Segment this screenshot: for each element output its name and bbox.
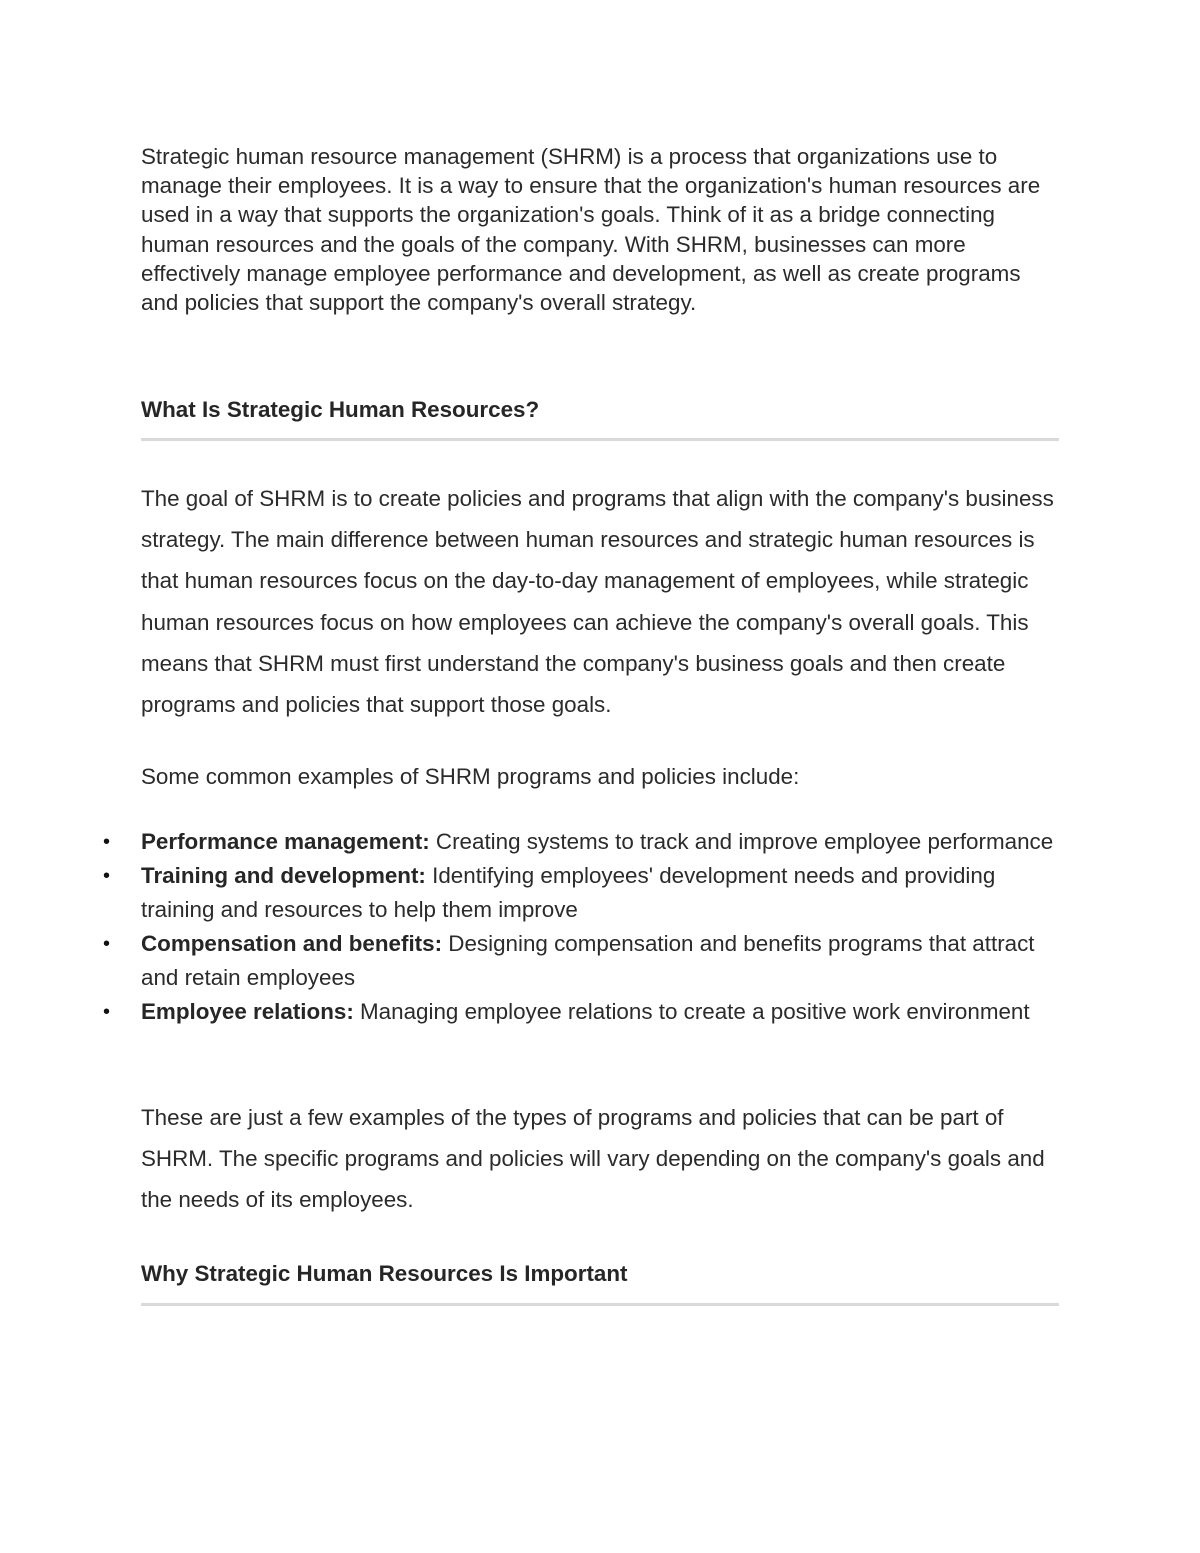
list-item — [103, 995, 1061, 1029]
examples-lead-paragraph: Some common examples of SHRM programs and policies include: — [141, 764, 800, 789]
goal-paragraph: The goal of SHRM is to create policies and programs that align with the company's business strategy. The main difference between human resources and strategic human resources is that human resources focus on the day-to-day management of employees, while strategic human resources focus on how employees can achieve the company's overall goals. This means that SHRM must first understand the company's business goals and then create programs and policies that support those goals. — [141, 486, 1054, 718]
list-item — [103, 825, 1061, 859]
list-item-description: Creating systems to track and improve employee performance — [435, 829, 1054, 854]
bullet-icon: • — [103, 865, 111, 887]
list-item-term: Training and development: — [141, 863, 426, 888]
bullet-icon: • — [103, 933, 111, 955]
list-item-description: Designing compensation and benefits programs that attract and retain employees — [141, 931, 1035, 990]
examples-list — [103, 825, 1061, 1029]
section-heading-what-is-shr: What Is Strategic Human Resources? — [141, 397, 540, 422]
list-item — [103, 859, 1061, 927]
closing-paragraph: These are just a few examples of the types of programs and policies that can be part of SHRM. The specific programs and policies will vary depending on the company's goals and the needs of its employees. — [141, 1105, 1045, 1213]
section-divider — [141, 1303, 1059, 1306]
list-item-description: Identifying employees' development needs and providing training and resources to help them improve — [141, 863, 996, 922]
section-heading-why-important: Why Strategic Human Resources Is Important — [141, 1261, 628, 1286]
intro-paragraph: Strategic human resource management (SHRM) is a process that organizations use to manage their employees. It is a way to ensure that the organization's human resources are used in a way that supports the organization's goals. Think of it as a bridge connecting human resources and the goals of the company. With SHRM, businesses can more effectively manage employee performance and development, as well as create programs and policies that support the company's overall strategy. — [141, 144, 1041, 316]
list-item-description: Managing employee relations to create a positive work environment — [360, 999, 1030, 1024]
bullet-icon: • — [103, 831, 111, 853]
bullet-icon: • — [103, 1001, 111, 1023]
section-divider — [141, 438, 1059, 441]
list-item-term: Performance management: — [141, 829, 430, 854]
list-item-term: Employee relations: — [141, 999, 354, 1024]
list-item — [103, 927, 1061, 995]
list-item-term: Compensation and benefits: — [141, 931, 443, 956]
